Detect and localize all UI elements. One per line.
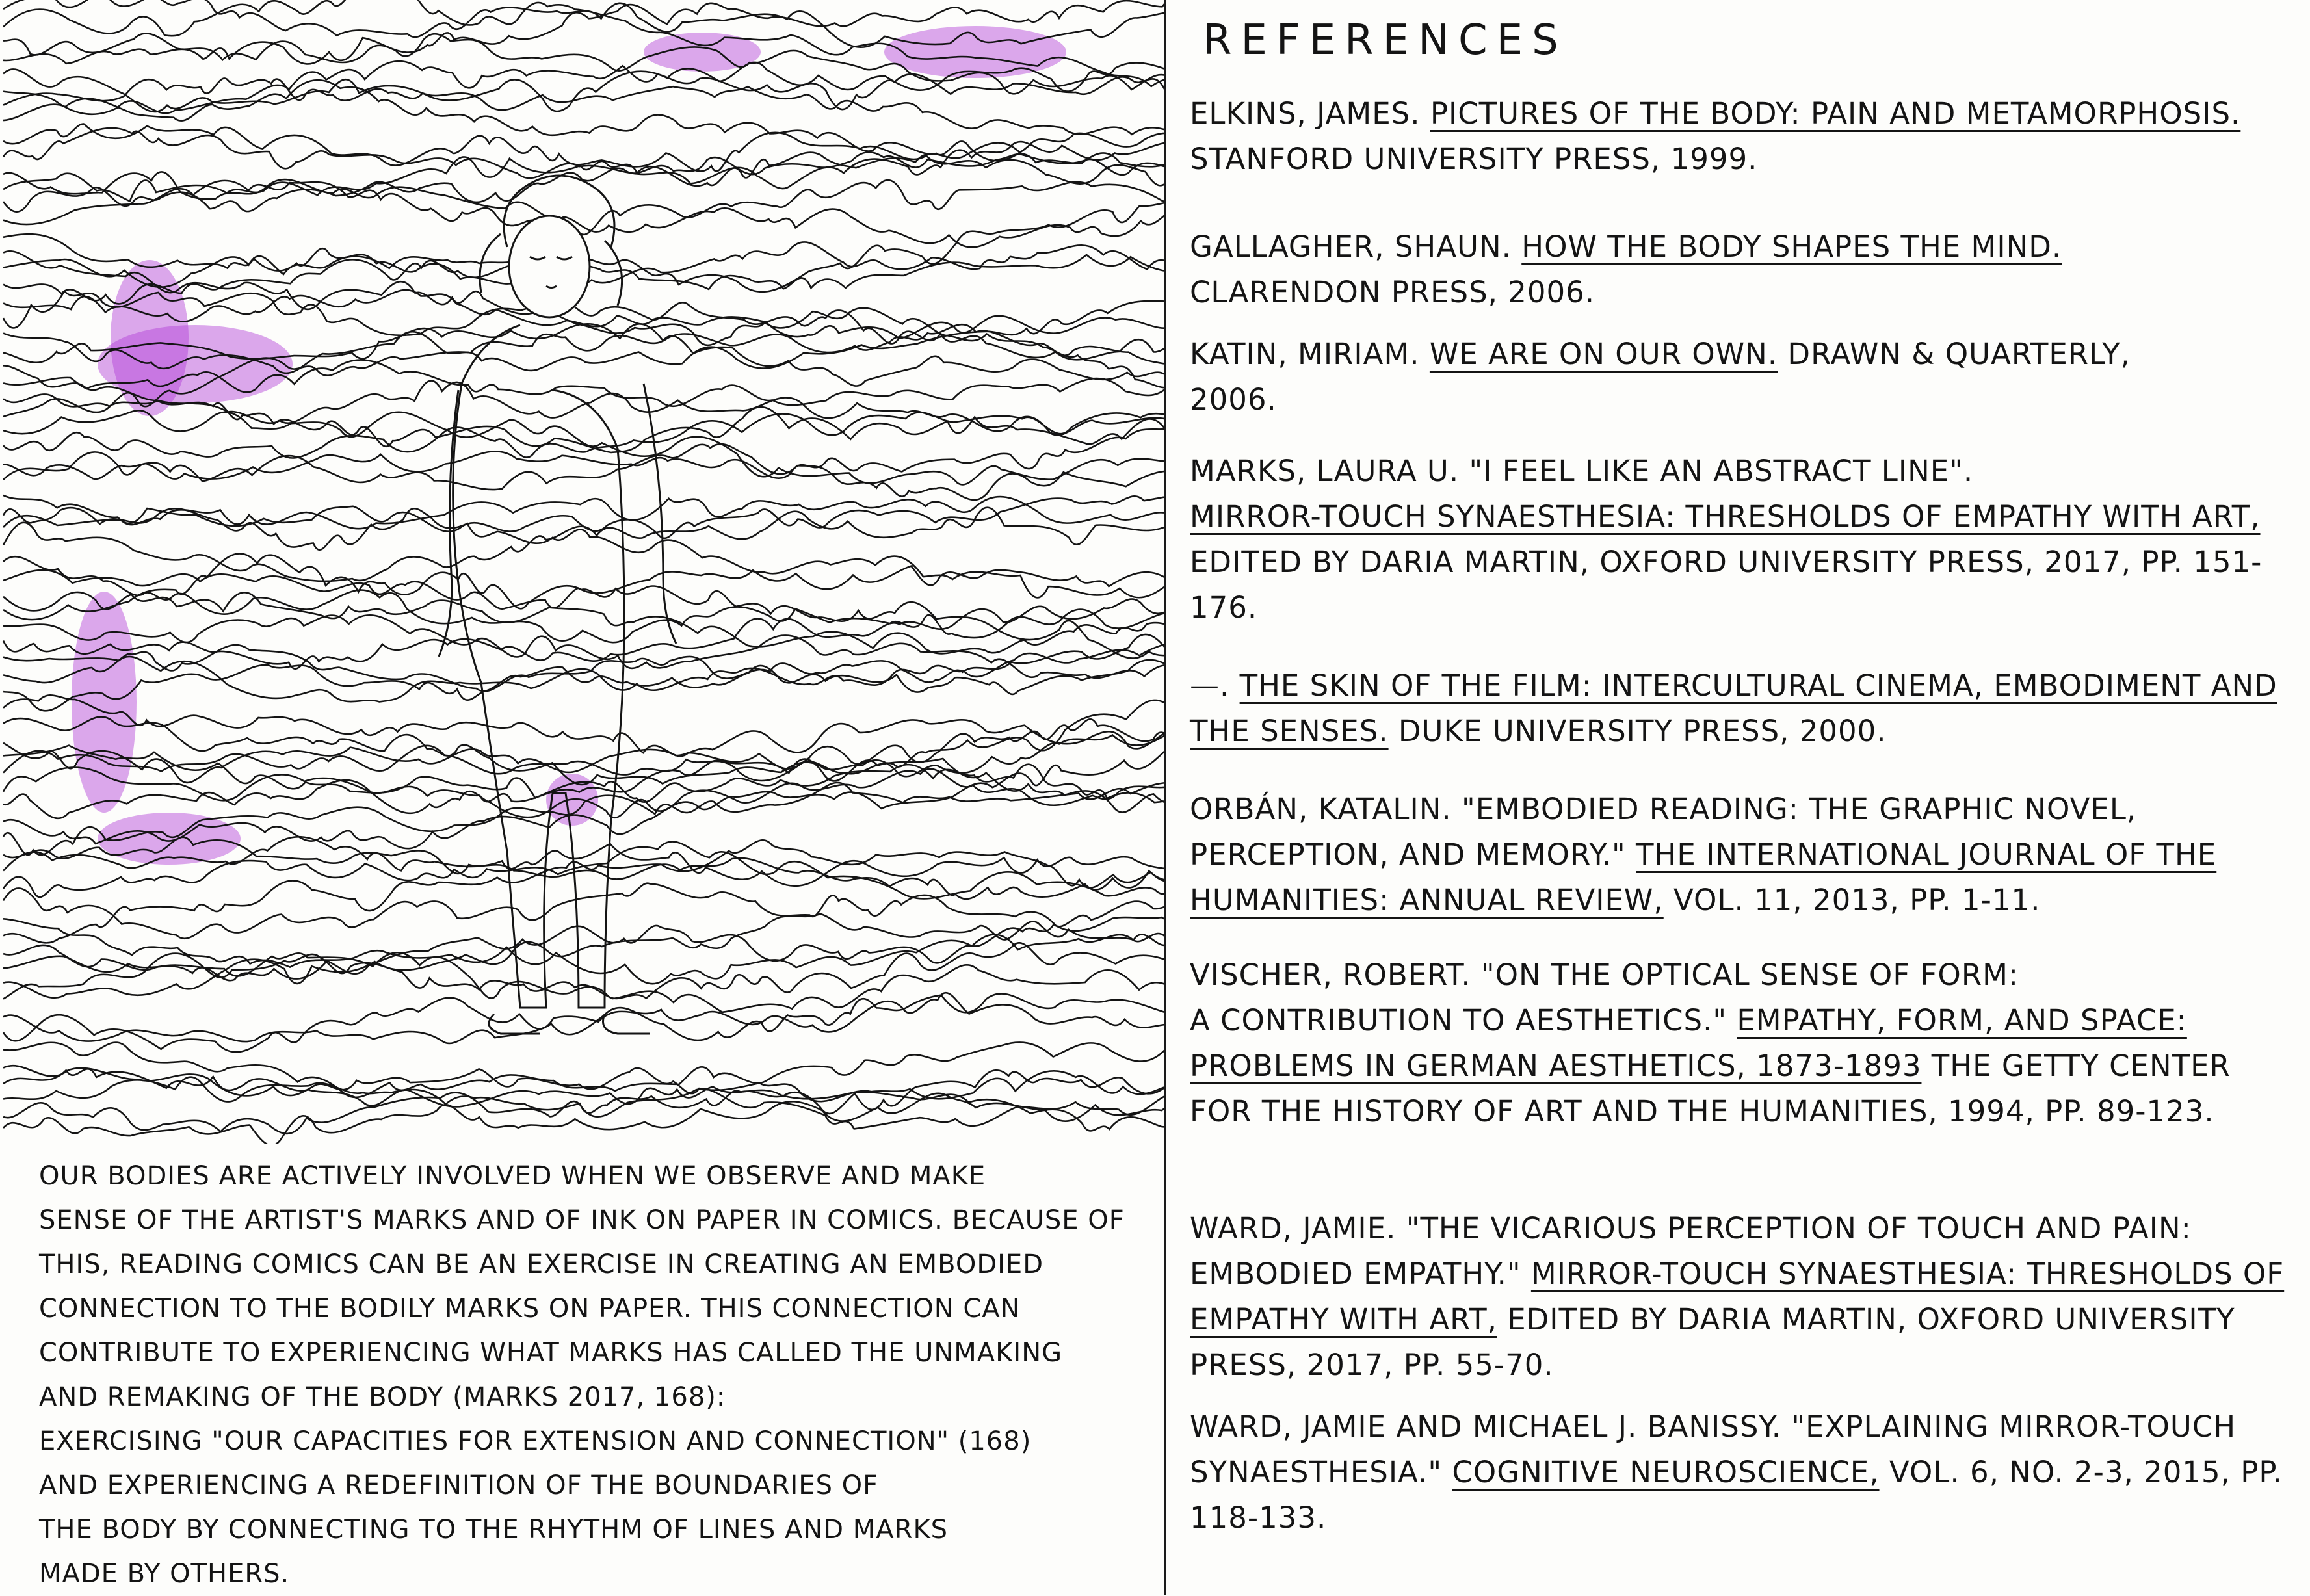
squiggle-line: [3, 719, 1164, 781]
ref-author: KATIN, MIRIAM.: [1190, 337, 1430, 371]
reference-entry: [1190, 1404, 2289, 1541]
figure-arm-right: [644, 384, 676, 644]
ref-publisher: VOL. 6, NO. 2-3, 2015, PP. 118-133.: [1190, 1455, 2283, 1535]
ref-publisher: DRAWN & QUARTERLY, 2006.: [1190, 337, 2131, 417]
squiggle-line: [3, 717, 1164, 785]
squiggle-line: [3, 497, 1164, 529]
caption-text: OUR BODIES ARE ACTIVELY INVOLVED WHEN WE OBSERVE AND MAKE SENSE OF THE ARTIST'S MARKS AND OF INK ON PAPER IN COMICS. BECAUSE OF THIS, READING COMICS CAN BE AN EXERCISE IN CREATING AN EMBODIED CONNECTION TO THE BODILY MARKS ON PAPER. THIS CONNECTION CAN CONTRIBUTE TO EXPERIENCING WHAT MARKS HAS CALLED THE UNMAKING AND REMAKING OF THE BODY (MARKS 2017, 168): EXERCISING "OUR CAPACITIES FOR EXTENSION AND CONNECTION" (168) AND EXPERIENCING A REDEFINITION OF THE BOUNDARIES OF THE BODY BY CONNECTING TO THE RHYTHM OF LINES AND MARKS MADE BY OTHERS.: [39, 1161, 1125, 1589]
squiggle-line: [3, 556, 1164, 642]
ref-title: MIRROR-TOUCH SYNAESTHESIA: THRESHOLDS OF EMPATHY WITH ART,: [1190, 1257, 2285, 1337]
squiggle-line: [3, 592, 1164, 653]
squiggle-line: [3, 508, 1164, 597]
ref-author: WARD, JAMIE AND MICHAEL J. BANISSY. "EXPLAINING MIRROR-TOUCH SYNAESTHESIA.": [1190, 1409, 2237, 1489]
squiggle-line: [3, 943, 1164, 999]
squiggle-line: [3, 172, 1164, 247]
ref-publisher: DUKE UNIVERSITY PRESS, 2000.: [1388, 714, 1887, 748]
ref-publisher: VOL. 11, 2013, PP. 1-11.: [1663, 883, 2041, 917]
ref-title: WE ARE ON OUR OWN.: [1429, 337, 1778, 371]
ref-publisher: STANFORD UNIVERSITY PRESS, 1999.: [1190, 142, 1758, 176]
figure-head: [509, 216, 590, 317]
squiggle-line: [3, 1042, 1164, 1097]
ref-author: GALLAGHER, SHAUN.: [1190, 229, 1522, 264]
ref-publisher: EDITED BY DARIA MARTIN, OXFORD UNIVERSITY PRESS, 2017, PP. 55-70.: [1190, 1302, 2235, 1382]
ref-title: THE INTERNATIONAL JOURNAL OF THE HUMANITIES: ANNUAL REVIEW,: [1190, 837, 2217, 917]
ref-author: MARKS, LAURA U. "I FEEL LIKE AN ABSTRACT LINE".: [1190, 454, 1974, 488]
ref-title: THE SKIN OF THE FILM: INTERCULTURAL CINEMA, EMBODIMENT AND THE SENSES.: [1190, 668, 2277, 748]
page-divider: [1164, 0, 1166, 1595]
ref-author: WARD, JAMIE. "THE VICARIOUS PERCEPTION OF TOUCH AND PAIN: EMBODIED EMPATHY.": [1190, 1211, 2192, 1291]
reference-entry: [1190, 1206, 2289, 1388]
squiggle-line: [3, 1070, 1164, 1114]
reference-entry: [1190, 91, 2289, 182]
squiggle-line: [3, 720, 1164, 783]
ref-title: EMPATHY, FORM, AND SPACE: PROBLEMS IN GERMAN AESTHETICS, 1873-1893: [1190, 1003, 2187, 1083]
ref-author: —.: [1190, 668, 1240, 703]
ref-title: COGNITIVE NEUROSCIENCE,: [1452, 1455, 1880, 1489]
ref-publisher: EDITED BY DARIA MARTIN, OXFORD UNIVERSITY PRESS, 2017, PP. 151-176.: [1190, 545, 2263, 625]
reference-entry: [1190, 449, 2289, 631]
squiggle-line: [3, 899, 1164, 984]
squiggle-line: [3, 566, 1164, 609]
right-page: [1190, 0, 2295, 1595]
reference-entry: [1190, 332, 2289, 423]
ref-author: ELKINS, JAMES.: [1190, 96, 1430, 131]
squiggle-line: [3, 993, 1164, 1052]
squiggle-line: [3, 124, 1164, 186]
purple-wash: [884, 26, 1066, 78]
ref-author: VISCHER, ROBERT. "ON THE OPTICAL SENSE OF FORM: A CONTRIBUTION TO AESTHETICS.": [1190, 958, 2019, 1038]
ref-publisher: CLARENDON PRESS, 2006.: [1190, 275, 1595, 309]
ref-title: PICTURES OF THE BODY: PAIN AND METAMORPHOSIS.: [1430, 96, 2241, 131]
ref-publisher: THE GETTY CENTER FOR THE HISTORY OF ART AND THE HUMANITIES, 1994, PP. 89-123.: [1190, 1049, 2231, 1129]
squiggle-line-pattern: [3, 0, 1164, 1144]
squiggle-line: [3, 1093, 1164, 1144]
maze-figure-illustration: [0, 0, 1164, 1144]
reference-entry: [1190, 224, 2289, 315]
squiggle-line: [3, 412, 1164, 458]
squiggle-line: [3, 410, 1164, 484]
references-heading: REFERENCES: [1203, 16, 1568, 64]
ref-author: ORBÁN, KATALIN. "EMBODIED READING: THE GRAPHIC NOVEL, PERCEPTION, AND MEMORY.": [1190, 792, 2137, 872]
reference-entry: [1190, 952, 2289, 1134]
reference-entry: [1190, 663, 2289, 754]
squiggle-line: [3, 954, 1164, 1012]
ref-title: HOW THE BODY SHAPES THE MIND.: [1521, 229, 2062, 264]
ref-title: MIRROR-TOUCH SYNAESTHESIA: THRESHOLDS OF EMPATHY WITH ART,: [1190, 499, 2261, 534]
reference-entry: [1190, 787, 2289, 923]
squiggle-line: [3, 80, 1164, 161]
